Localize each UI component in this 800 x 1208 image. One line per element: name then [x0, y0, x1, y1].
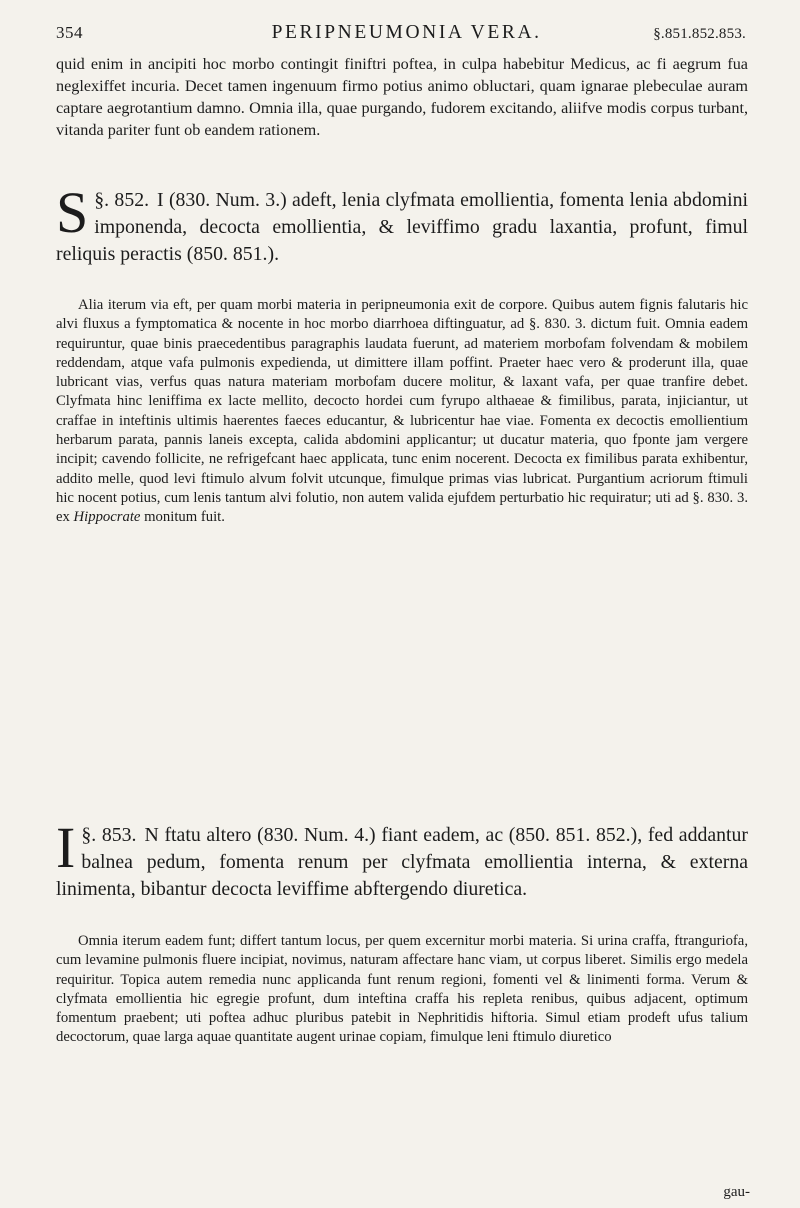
- section-range: §.851.852.853.: [653, 26, 746, 42]
- intro-paragraph: quid enim in ancipiti hoc morbo contingit finiftri poftea, in culpa habebitur Medicus, ac fi aegrum fua neglexiffet incuria. Decet tamen ingenuum firmo potius animo obluctari, quam ignarae plebeculae auram captare aegrotantium damno. Omnia illa, quae purgando, fudorem excitando, aliifve modis corpus turbant, vitanda pariter funt ob eandem rationem.: [56, 55, 748, 139]
- section-number: §. 853.: [81, 824, 137, 846]
- section-853-commentary: [56, 932, 748, 1048]
- drop-cap: S: [56, 180, 89, 245]
- section-852-rule: [56, 180, 748, 268]
- section-number: §. 852.: [94, 189, 150, 211]
- commentary-text: Alia iterum via eft, per quam morbi materia in peripneumonia exit de corpore. Quibus autem fignis falutaris hic alvi fluxus a fymptomatica & nocente in hoc morbo diarrhoea diftinguatur, ad §. 830. 3. dictum fuit. Omnia eadem requiruntur, quae binis praecedentibus paragraphis laudata fuerunt, ad materiem morbofam folvendam & mobilem reddendam, atque vafa pulmonis expedienda, ut dimittere illam poffint. Praeter haec vero & proderunt illa, quae lubricant vias, verfus quas natura materiam morbofam ducere molitur, & laxant vafa, per quae tranfire debet. Clyfmata hinc leniffima ex lacte mellito, decocto hordei cum fyrupo althaeae & fimilibus, parata, injiciantur, ut craffae in inteftinis ultimis haerentes faeces educantur, & lubricentur hae viae. Fomenta ex decoctis emollientium herbarum parata, pannis laneis excepta, calida abdomini applicantur; ut ducatur materia, quo fponte jam vergere incipit; cavendo follicite, ne refrigefcant haec applicata, tunc enim nocerent. Decocta ex fimilibus parata exhibentur, addito melle, quod levi ftimulo alvum folvit utcunque, fimulque primas vias lubricat. Purgantium acriorum ftimuli hic nocent potius, cum lenis tantum alvi folutio, non autem valida ejufdem perturbatio hic requiratur; uti ad §. 830. 3. ex: [56, 297, 748, 526]
- page-number: 354: [56, 23, 83, 42]
- section-853-text: N ftatu altero (830. Num. 4.) fiant eadem, ac (850. 851. 852.), fed addantur balnea pedum, fomenta renum per clyfmata emollientia interna, & externa linimenta, bibantur decocta leviffime abftergendo diuretica.: [56, 824, 749, 900]
- cited-author: Hippocrate: [73, 509, 141, 526]
- drop-cap: I: [56, 815, 76, 880]
- commentary-end: monitum fuit.: [144, 509, 225, 526]
- page-header: [56, 22, 746, 52]
- running-title: PERIPNEUMONIA VERA.: [271, 22, 542, 43]
- section-853-rule: [56, 815, 749, 903]
- catchword: gau-: [723, 1184, 750, 1200]
- section-852-text: I (830. Num. 3.) adeft, lenia clyfmata emollientia, fomenta lenia abdomini imponenda, decocta emollientia, & leviffimo gradu laxantia, profunt, fimul reliquis peractis (850. 851.).: [56, 189, 748, 265]
- section-852-commentary: [56, 296, 748, 528]
- commentary-text: Omnia iterum eadem funt; differt tantum locus, per quem excernitur morbi materia. Si urina craffa, ftranguriofa, cum levamine pulmonis fluere incipiat, novimus, naturam affectare hanc viam, ut corpus liberet. Similis ergo medela requiritur. Topica autem remedia nunc applicanda funt renum regioni, fomenti vel & linimenti forma. Verum & clyfmata emollientia hic egregie profunt, dum inteftina craffa his repleta renibus, quibus adjacent, optimum fomentum praebent; uti poftea adhuc pluribus patebit in Nephritidis hiftoria. Simul etiam prodeft ufus talium decoctorum, quae larga aquae quantitate augent urinae copiam, fimulque leni ftimulo diuretico: [56, 933, 748, 1046]
